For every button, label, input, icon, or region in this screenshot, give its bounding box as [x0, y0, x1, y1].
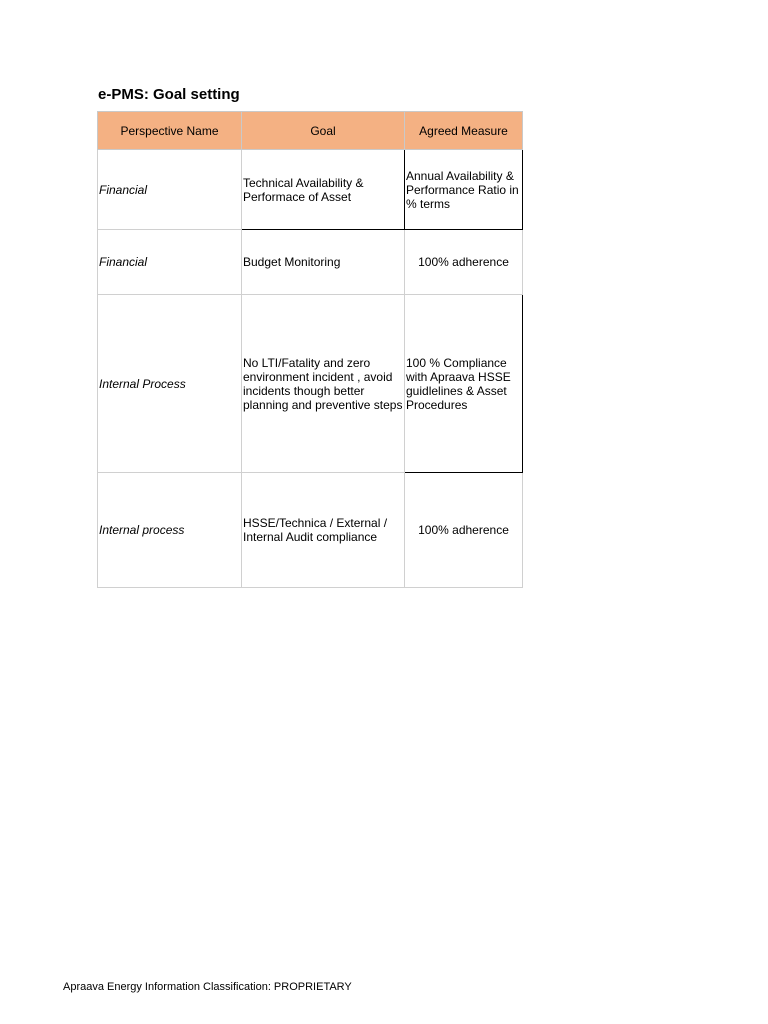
- table-row: [98, 295, 523, 473]
- perspective-cell: Internal Process: [98, 295, 242, 473]
- perspective-cell: Financial: [98, 150, 242, 230]
- measure-cell: Annual Availability & Performance Ratio in % terms: [405, 150, 523, 230]
- perspective-cell: Internal process: [98, 473, 242, 588]
- header-agreed-measure: Agreed Measure: [405, 112, 523, 150]
- table-row: [98, 230, 523, 295]
- classification-footer: Apraava Energy Information Classification: PROPRIETARY: [63, 981, 352, 993]
- goal-cell: Budget Monitoring: [242, 230, 405, 295]
- document-title: e-PMS: Goal setting: [98, 86, 240, 103]
- measure-cell: 100% adherence: [405, 230, 523, 295]
- goal-cell: Technical Availability & Performace of Asset: [242, 150, 405, 230]
- goal-cell: No LTI/Fatality and zero environment incident , avoid incidents though better planning and preventive steps: [242, 295, 405, 473]
- table-row: [98, 150, 523, 230]
- header-perspective-name: Perspective Name: [98, 112, 242, 150]
- goal-cell: HSSE/Technica / External / Internal Audit compliance: [242, 473, 405, 588]
- goal-setting-table: [97, 111, 523, 588]
- table-header-row: [98, 112, 523, 150]
- measure-cell: 100% adherence: [405, 473, 523, 588]
- measure-cell: 100 % Compliance with Apraava HSSE guidlelines & Asset Procedures: [405, 295, 523, 473]
- header-goal: Goal: [242, 112, 405, 150]
- table-row: [98, 473, 523, 588]
- perspective-cell: Financial: [98, 230, 242, 295]
